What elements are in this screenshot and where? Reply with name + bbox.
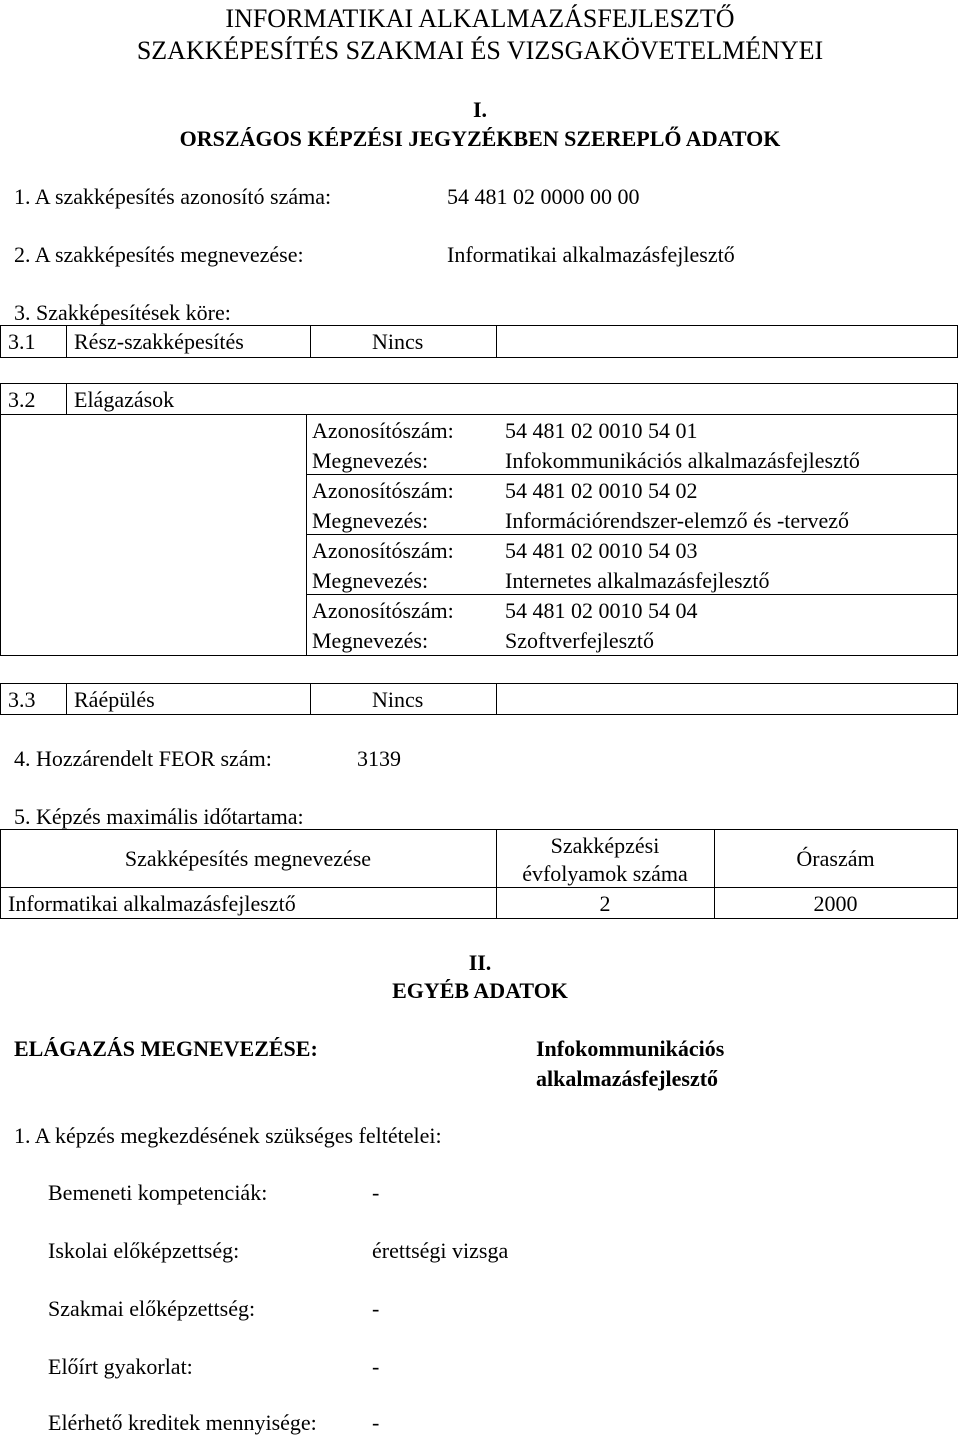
duration-header-years-line1: Szakképzési bbox=[550, 833, 660, 858]
prereq-school-label: Iskolai előképzettség: bbox=[48, 1238, 240, 1263]
prereq-professional-label: Szakmai előképzettség: bbox=[48, 1296, 256, 1321]
duration-row-hours: 2000 bbox=[813, 891, 858, 916]
part1-numeral: I. bbox=[472, 97, 488, 122]
prereq-credits-label: Elérhető kreditek mennyisége: bbox=[48, 1410, 317, 1435]
partial-label: Rész-szakképesítés bbox=[74, 329, 244, 354]
duration-row-years: 2 bbox=[599, 891, 611, 916]
document-title-line2: SZAKKÉPESÍTÉS SZAKMAI ÉS VIZSGAKÖVETELMÉNYEI bbox=[136, 36, 824, 65]
part2-numeral: II. bbox=[468, 950, 492, 975]
partial-value: Nincs bbox=[372, 329, 424, 354]
prereq-school-value: érettségi vizsga bbox=[372, 1238, 509, 1263]
feor-value: 3139 bbox=[357, 746, 401, 771]
branch-2-name: Információrendszer-elemző és -tervező bbox=[505, 508, 850, 533]
prereq-heading: 1. A képzés megkezdésének szükséges feltételei: bbox=[14, 1123, 442, 1148]
branch-3-name: Internetes alkalmazásfejlesztő bbox=[505, 568, 770, 593]
prereq-practice-label: Előírt gyakorlat: bbox=[48, 1354, 193, 1379]
duration-header-years-line2: évfolyamok száma bbox=[522, 861, 688, 886]
branch-3-id: 54 481 02 0010 54 03 bbox=[505, 538, 698, 563]
branch-4-name: Szoftverfejlesztő bbox=[505, 628, 655, 653]
name-label: 2. A szakképesítés megnevezése: bbox=[14, 242, 304, 267]
branch-1-id: 54 481 02 0010 54 01 bbox=[505, 418, 698, 443]
prereq-practice-value: - bbox=[372, 1354, 380, 1379]
branch-2-name-label: Megnevezés: bbox=[312, 508, 429, 533]
duration-label: 5. Képzés maximális időtartama: bbox=[14, 804, 304, 829]
duration-row-name: Informatikai alkalmazásfejlesztő bbox=[8, 891, 296, 916]
build-num: 3.3 bbox=[8, 687, 36, 712]
branches-label: Elágazások bbox=[74, 387, 175, 412]
branch-name-value-line2: alkalmazásfejlesztő bbox=[536, 1066, 719, 1091]
duration-header-hours: Óraszám bbox=[796, 846, 875, 871]
prereq-input-competencies-label: Bemeneti kompetenciák: bbox=[48, 1180, 268, 1205]
prereq-professional-value: - bbox=[372, 1296, 380, 1321]
branches-num: 3.2 bbox=[8, 387, 36, 412]
partial-num: 3.1 bbox=[8, 329, 36, 354]
branch-name-label: ELÁGAZÁS MEGNEVEZÉSE: bbox=[14, 1036, 318, 1061]
branch-4-name-label: Megnevezés: bbox=[312, 628, 429, 653]
branch-3-id-label: Azonosítószám: bbox=[312, 538, 454, 563]
branch-3-name-label: Megnevezés: bbox=[312, 568, 429, 593]
feor-label: 4. Hozzárendelt FEOR szám: bbox=[14, 746, 272, 771]
branch-name-value-line1: Infokommunikációs bbox=[536, 1036, 725, 1061]
name-value: Informatikai alkalmazásfejlesztő bbox=[447, 242, 735, 267]
branch-2-id-label: Azonosítószám: bbox=[312, 478, 454, 503]
part2-heading: EGYÉB ADATOK bbox=[392, 978, 568, 1003]
build-label: Ráépülés bbox=[74, 687, 155, 712]
branch-1-id-label: Azonosítószám: bbox=[312, 418, 454, 443]
branch-4-id: 54 481 02 0010 54 04 bbox=[505, 598, 698, 623]
part1-heading: ORSZÁGOS KÉPZÉSI JEGYZÉKBEN SZEREPLŐ ADATOK bbox=[179, 126, 781, 151]
document-title-line1: INFORMATIKAI ALKALMAZÁSFEJLESZTŐ bbox=[225, 4, 735, 33]
build-value: Nincs bbox=[372, 687, 424, 712]
prereq-input-competencies-value: - bbox=[372, 1180, 380, 1205]
branch-2-id: 54 481 02 0010 54 02 bbox=[505, 478, 698, 503]
duration-header-name: Szakképesítés megnevezése bbox=[124, 846, 372, 871]
branch-4-id-label: Azonosítószám: bbox=[312, 598, 454, 623]
branch-1-name-label: Megnevezés: bbox=[312, 448, 429, 473]
prereq-credits-value: - bbox=[372, 1410, 380, 1435]
id-value: 54 481 02 0000 00 00 bbox=[447, 184, 640, 209]
branch-1-name: Infokommunikációs alkalmazásfejlesztő bbox=[505, 448, 860, 473]
id-label: 1. A szakképesítés azonosító száma: bbox=[14, 184, 332, 209]
scope-label: 3. Szakképesítések köre: bbox=[14, 300, 231, 325]
